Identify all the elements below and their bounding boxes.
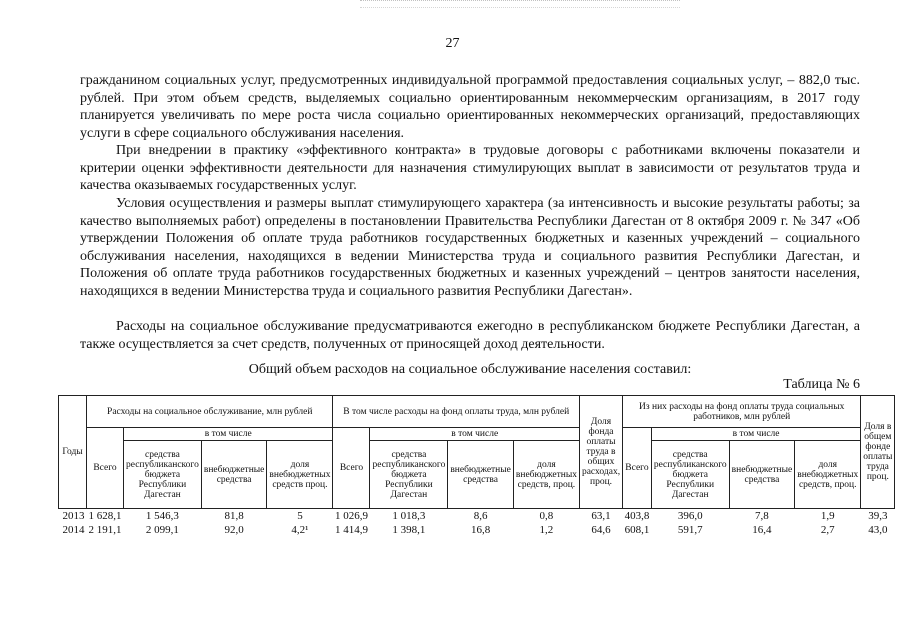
- year-cell: 2014: [62, 524, 85, 536]
- header-extrabudget-share: доля внебюджетных средств проц.: [267, 441, 333, 509]
- header-including: в том числе: [651, 428, 860, 441]
- paragraph-text: Расходы на социальное обслуживание предусматриваются ежегодно в республиканском бюджете Республики Дагестан, а также осуществляется за счет средств, полученных от приносящей доход деятельности.: [80, 319, 860, 352]
- header-total: Всего: [333, 428, 370, 509]
- table-cell: 2 191,1: [88, 524, 122, 536]
- paragraph-text: Условия осуществления и размеры выплат стимулирующего характера (за интенсивность и высокие результаты работы; за качество выполняемых работ) определены в постановлении Правительства Республики Дагестан от 8 октября 2009 г. № 347 «Об утверждении Положения об оплате труда работников государственных бюджетных и казенных учреждений – социального обслуживания населения, находящихся в ведении Министерства труда и социального развития Республики Дагестан, и Положения об оплате труда работников государственных бюджетных и казенных учреждений – центров занятости населения, находящихся в ведении Министерства труда и социального развития Республики Дагестан».: [80, 196, 860, 299]
- header-budget-funds: средства республиканского бюджета Республики Дагестан: [370, 441, 448, 509]
- header-including: в том числе: [124, 428, 333, 441]
- table-cell: 1 546,3: [124, 509, 202, 524]
- table-cell: 81,8: [201, 509, 267, 524]
- header-including: в том числе: [370, 428, 579, 441]
- table-cell: 92,0: [224, 524, 244, 536]
- header-extrabudget-funds: внебюджетные средства: [448, 441, 514, 509]
- table-number-label: Таблица № 6: [783, 377, 860, 392]
- header-group-social-workers: Из них расходы на фонд оплаты труда социальных работников, млн рублей: [623, 396, 861, 428]
- table-body: [59, 509, 895, 538]
- table-cell: 608,1: [624, 524, 650, 536]
- paragraph-3: [80, 195, 860, 301]
- table-cell: 64,6: [591, 524, 611, 536]
- table-cell: 1 026,9: [334, 510, 368, 522]
- header-total: Всего: [87, 428, 124, 509]
- table-cell: 403,8: [624, 510, 650, 522]
- table-cell: 396,0: [651, 509, 729, 524]
- header-total-payroll-share: Доля в общем фонде оплаты труда проц.: [861, 396, 895, 509]
- table-cell: 1,2: [539, 524, 554, 536]
- table-cell: 591,7: [677, 524, 703, 536]
- table-cell: 8,6: [448, 509, 514, 524]
- year-cell: 2013: [59, 509, 87, 524]
- paragraph-text: гражданином социальных услуг, предусмотренных индивидуальной программой предоставления социальных услуг, – 882,0 тыс. рублей. При этом объем средств, выделяемых социально ориентированным некоммерческим организациям, в 2017 году планируется увеличивать по мере роста числа социально ориентированных некоммерческих организаций, предоставляющих услуги в сфере социального обслуживания населения.: [80, 73, 860, 141]
- table-cell: 1 414,9: [334, 524, 368, 536]
- table-cell: 63,1: [579, 509, 622, 524]
- header-extrabudget-funds: внебюджетные средства: [729, 441, 795, 509]
- header-budget-funds: средства республиканского бюджета Республики Дагестан: [124, 441, 202, 509]
- table-cell: 1 398,1: [392, 524, 426, 536]
- table-cell: 1,9: [795, 509, 861, 524]
- header-group-payroll: В том числе расходы на фонд оплаты труда, млн рублей: [333, 396, 579, 428]
- header-extrabudget-share: доля внебюджетных средств, проц.: [795, 441, 861, 509]
- paragraph-text: При внедрении в практику «эффективного контракта» в трудовые договоры с работниками включены показатели и критерии оценки эффективности деятельности для назначения стимулирующих выплат в зависимости от результатов труда и качества оказываемых государственных услуг.: [80, 143, 860, 194]
- table-cell: 1 018,3: [370, 509, 448, 524]
- paragraph-2: [80, 142, 860, 195]
- table-cell: 2 099,1: [145, 524, 179, 536]
- header-group-expenses: Расходы на социальное обслуживание, млн рублей: [87, 396, 333, 428]
- table-cell: 0,8: [513, 509, 579, 524]
- header-extrabudget-funds: внебюджетные средства: [201, 441, 267, 509]
- table-cell: 39,3: [861, 509, 895, 524]
- table-cell: 2,7: [820, 524, 835, 536]
- table-row: [59, 509, 895, 524]
- header-years: Годы: [59, 396, 87, 509]
- table-cell: 4,2¹: [291, 524, 309, 536]
- paragraph-1: [80, 72, 860, 142]
- expenses-table: [58, 395, 895, 537]
- page-number: 27: [445, 36, 460, 51]
- table-cell: 16,8: [470, 524, 491, 536]
- table-cell: 1 628,1: [88, 510, 122, 522]
- table-cell: 5: [267, 509, 333, 524]
- paragraph-4: [80, 318, 860, 353]
- scan-artifact: [360, 0, 680, 8]
- header-budget-funds: средства республиканского бюджета Республики Дагестан: [651, 441, 729, 509]
- table-cell: 16,4: [752, 524, 772, 536]
- table-caption: Общий объем расходов на социальное обслуживание населения составил:: [248, 362, 692, 377]
- header-extrabudget-share: доля внебюджетных средств, проц.: [513, 441, 579, 509]
- table-row: [59, 523, 895, 537]
- header-payroll-share: Доля фонда оплаты труда в общих расходах, проц.: [579, 396, 622, 509]
- table-cell: 7,8: [729, 509, 795, 524]
- table-cell: 43,0: [868, 524, 888, 536]
- header-total: Всего: [623, 428, 652, 509]
